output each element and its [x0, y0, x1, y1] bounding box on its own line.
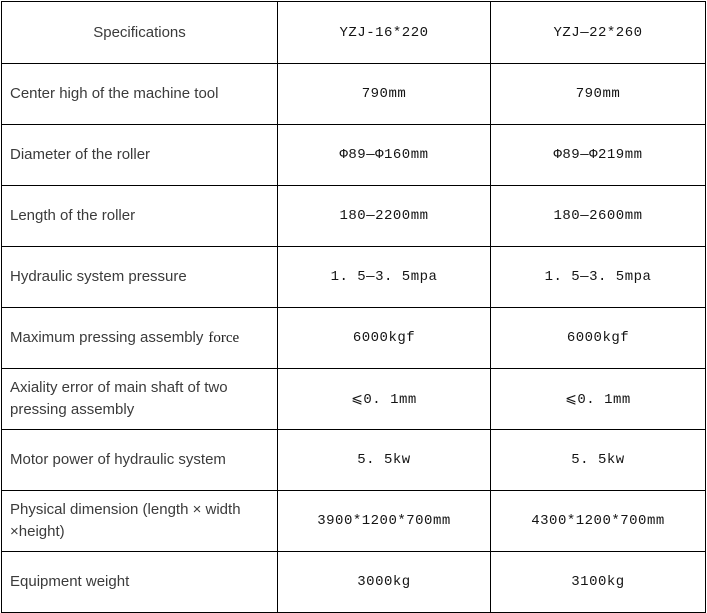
spec-value: 1. 5—3. 5mpa — [278, 247, 491, 308]
spec-table — [1, 1, 706, 613]
spec-label: Hydraulic system pressure — [2, 247, 278, 308]
table-row-roller-diameter — [2, 125, 706, 186]
header-model-yzj-16-220: YZJ-16*220 — [278, 2, 491, 64]
table-row-physical-dimension — [2, 491, 706, 552]
spec-label-main: Maximum pressing assembly — [10, 328, 204, 346]
spec-value: 3900*1200*700mm — [278, 491, 491, 552]
spec-label-force-word: force — [208, 329, 240, 346]
spec-value: 790mm — [491, 64, 706, 125]
table-row-equipment-weight — [2, 552, 706, 613]
spec-label — [2, 308, 278, 369]
header-row — [2, 2, 706, 64]
header-model-yzj-22-260: YZJ—22*260 — [491, 2, 706, 64]
spec-value: 1. 5—3. 5mpa — [491, 247, 706, 308]
spec-value: 6000kgf — [491, 308, 706, 369]
spec-value: 180—2600mm — [491, 186, 706, 247]
spec-value: 4300*1200*700mm — [491, 491, 706, 552]
spec-value: Φ89—Φ219mm — [491, 125, 706, 186]
spec-value: 3000kg — [278, 552, 491, 613]
table-row-max-pressing-force — [2, 308, 706, 369]
spec-value: 6000kgf — [278, 308, 491, 369]
spec-value: 5. 5kw — [278, 430, 491, 491]
spec-label: Motor power of hydraulic system — [2, 430, 278, 491]
spec-value: 5. 5kw — [491, 430, 706, 491]
spec-value: ⩽0. 1mm — [278, 369, 491, 430]
spec-label: Axiality error of main shaft of two pressing assembly — [2, 369, 278, 430]
spec-label: Physical dimension (length × width ×height) — [2, 491, 278, 552]
spec-value: 180—2200mm — [278, 186, 491, 247]
spec-value: ⩽0. 1mm — [491, 369, 706, 430]
table-row-axiality-error — [2, 369, 706, 430]
table-row-motor-power — [2, 430, 706, 491]
spec-label: Equipment weight — [2, 552, 278, 613]
table-row-center-height — [2, 64, 706, 125]
spec-value: 790mm — [278, 64, 491, 125]
table-row-roller-length — [2, 186, 706, 247]
spec-label: Diameter of the roller — [2, 125, 278, 186]
table-row-hydraulic-pressure — [2, 247, 706, 308]
spec-value: 3100kg — [491, 552, 706, 613]
spec-label: Center high of the machine tool — [2, 64, 278, 125]
header-specifications: Specifications — [2, 2, 278, 64]
spec-value: Φ89—Φ160mm — [278, 125, 491, 186]
spec-label: Length of the roller — [2, 186, 278, 247]
